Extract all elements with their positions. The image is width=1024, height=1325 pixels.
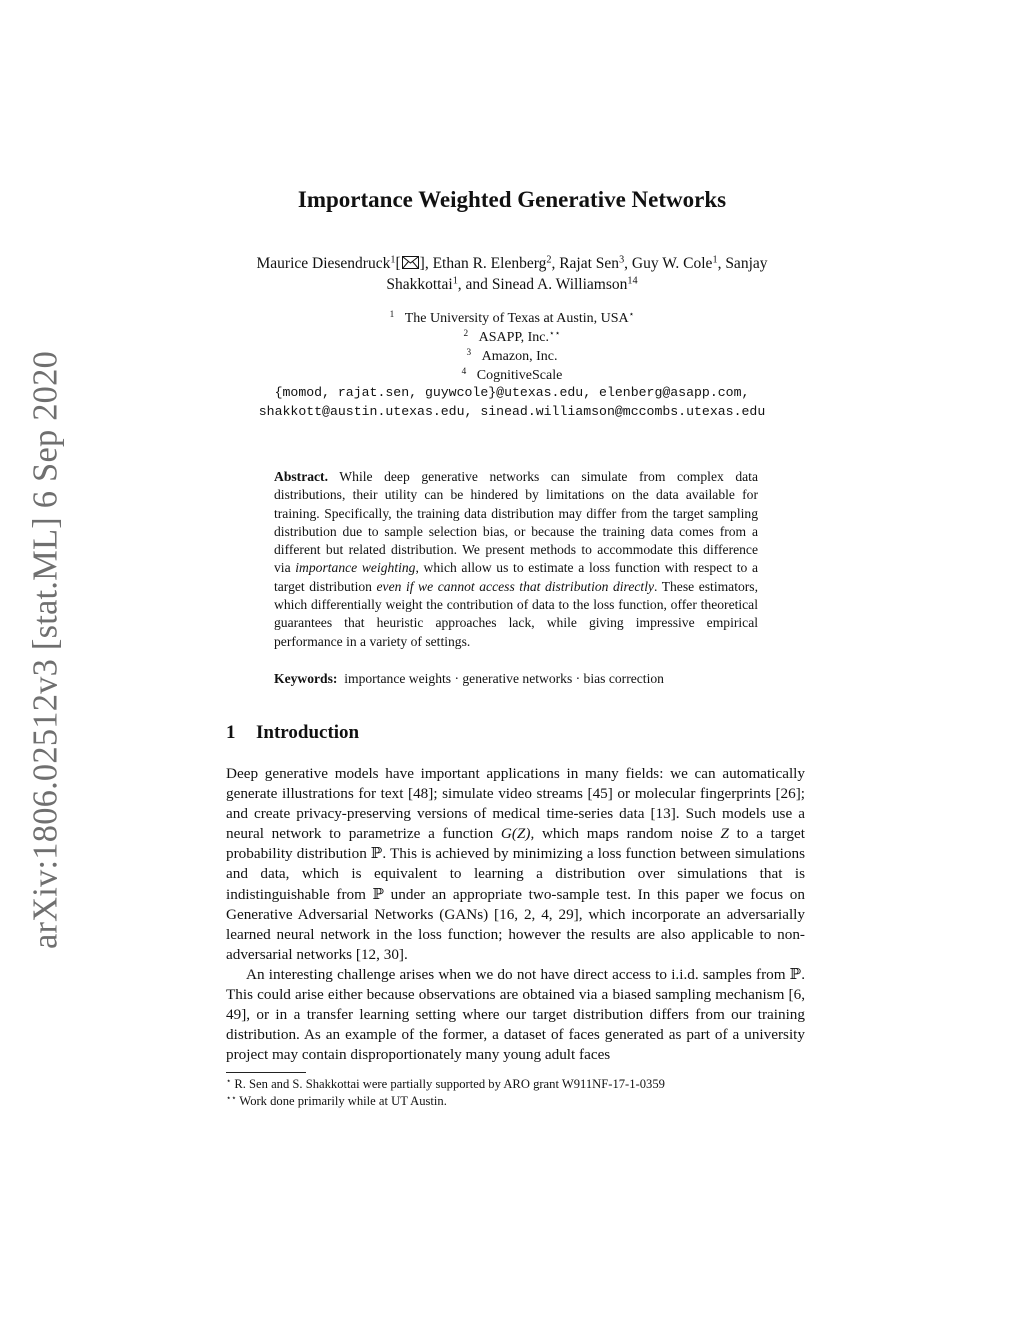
section-title: Introduction [256,722,360,743]
paragraph-2: An interesting challenge arises when we do not have direct access to i.i.d. samples from ℙ. This could arise either because observations are obtained via a biased sampling mechanism [6, 49], or in a transfer learning setting where our target distribution differs from our training distribution. As an example of the former, a dataset of faces generated as part of a university project may contain disproportionately many young adult faces [226,965,805,1064]
keywords: Keywords: importance weights · generative networks · bias correction [274,671,664,686]
keywords-label: Keywords: [274,671,338,686]
math-inline: ℙ [372,885,385,903]
author-name: Maurice Diesendruck [256,255,391,272]
author-name: Shakkottai [386,276,453,293]
footnote-1: ⋆ R. Sen and S. Shakkottai were partially supported by ARO grant W911NF-17-1-0359 [226,1076,665,1091]
author-name: Sinead A. Williamson [491,276,628,293]
affiliation-list [0,309,1024,385]
author-name: Sanjay [725,255,768,272]
footnotes [226,1076,805,1109]
section-heading [226,722,359,744]
footnote-rule [226,1072,306,1073]
footnote-2: ⋆⋆ Work done primarily while at UT Austin. [226,1092,447,1108]
author-name: Guy W. Cole [631,255,713,272]
email-line-2: shakkott@austin.utexas.edu, sinead.williamson@mccombs.utexas.edu [258,404,766,419]
author-affil-sup: 1 [712,254,718,266]
email-line-1: {momod, rajat.sen, guywcole}@utexas.edu, elenberg@asapp.com, [274,385,750,400]
affiliation-1: $^1$ The University of Texas at Austin, USA⋆ [389,308,635,326]
author-affil-sup: 3 [619,254,625,266]
math-inline: G(Z) [500,825,531,843]
author-line-2: Shakkottai$^1$, and Sinead A. Williamson$^{14}$ [386,275,638,293]
paper-title: Importance Weighted Generative Networks [297,187,727,212]
envelope-icon [402,256,419,269]
author-name: Rajat Sen [559,255,620,272]
math-inline: ℙ [789,965,802,983]
arxiv-identifier-stamp: arXiv:1806.02512v3 [stat.ML] 6 Sep 2020 [26,350,65,950]
paragraph-1: Deep generative models have important applications in many fields: we can automatically generate illustrations for text [48]; simulate video streams [45] or molecular fingerprints [26]; and create privacy-preserving versions of medical time-series data [13]. Such models use a neural network to parametrize a function G(Z), which maps random noise Z to a target probability distribution ℙ. This is achieved by minimizing a loss function between simulations and data, which is equivalent to learning a distribution over simulations that is indistinguishable from ℙ under an appropriate two-sample test. In this paper we focus on Generative Adversarial Networks (GANs) [16, 2, 4, 29], which incorporate an adversarially learned neural network in the loss function; however the results are also applicable to non-adversarial networks [12, 30]. [226,765,805,963]
math-inline: ℙ [370,845,383,863]
author-affil-sup: 2 [546,254,552,266]
author-line-1: Maurice Diesendruck$^1$[ ], Ethan R. Elenberg$^2$, Rajat Sen$^3$, Guy W. Cole$^1$, Sanjay [256,254,768,272]
abstract: Abstract. While deep generative networks can simulate from complex data distributions, their utility can be hindered by limitations on the data available for training. Specifically, the training data distribution may differ from the target sampling distribution due to sample selection bias, or because the training data comes from a different but related distribution. We present methods to accommodate this difference via importance weighting, which allow us to estimate a loss function with respect to a target distribution even if we cannot access that distribution directly. These estimators, which differentially weight the contribution of data to the loss function, offer theoretical guarantees that heuristic approaches lack, while giving impressive empirical performance in a variety of settings. [274,469,758,649]
math-inline: Z [720,825,729,843]
affiliation-3: $^3$ Amazon, Inc. [466,346,558,364]
author-affil-sup: 14 [627,275,638,287]
abstract-label: Abstract. [274,469,328,484]
introduction-body [226,764,805,1065]
author-list [0,253,1024,295]
affiliation-4: $^4$ CognitiveScale [461,365,563,383]
author-affil-sup: 1 [452,275,458,287]
affiliation-2: $^2$ ASAPP, Inc.⋆⋆ [463,327,561,345]
author-name: Ethan R. Elenberg [432,255,547,272]
section-number: 1 [226,722,236,743]
author-affil-sup: 1 [390,254,396,266]
email-list [0,383,1024,421]
